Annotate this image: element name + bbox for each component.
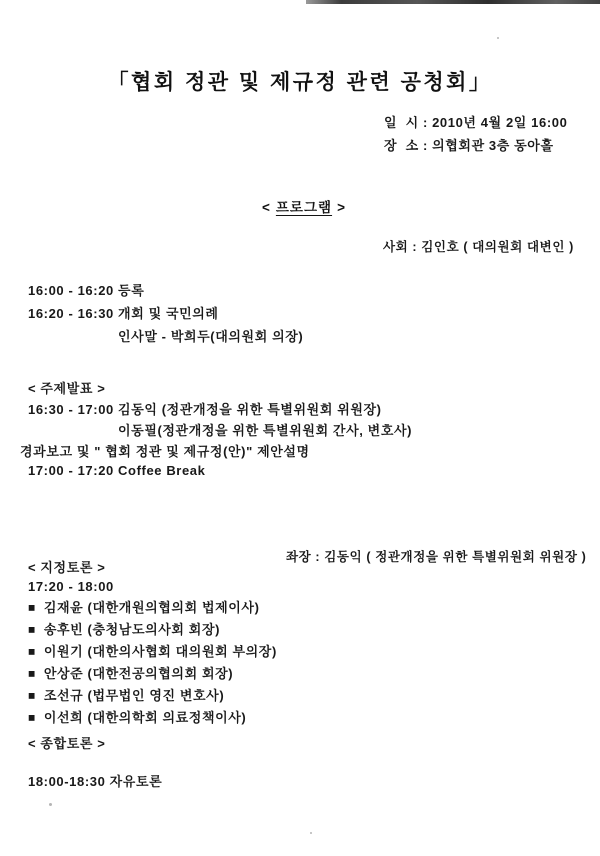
event-venue: 장 소 : 의협회관 3층 동아홀 (384, 138, 554, 153)
discussant-name: 이원기 (대한의사협회 대의원회 부의장) (43, 644, 277, 659)
panel-time: 17:20 - 18:00 (28, 579, 114, 594)
discussant-item (28, 663, 233, 682)
discussant-name: 조선규 (법무법인 영진 변호사) (43, 688, 225, 703)
discussant-item (28, 619, 220, 638)
schedule-opening-ceremony: 16:20 - 16:30 개회 및 국민의례 (28, 306, 219, 321)
moderator-line: 사회 : 김인호 ( 대의원회 대변인 ) (383, 240, 574, 254)
square-bullet-icon: ■ (28, 710, 36, 725)
schedule-greeting: 인사말 - 박희두(대의원회 의장) (118, 329, 304, 344)
keynote-speaker-2: 이동필(정관개정을 위한 특별위원회 간사, 변호사) (118, 423, 413, 438)
square-bullet-icon: ■ (28, 688, 36, 703)
program-header-label: 프로그램 (275, 200, 333, 215)
scan-speck (310, 832, 312, 834)
section-header-program (257, 196, 351, 216)
event-datetime: 일 시 : 2010년 4월 2일 16:00 (384, 115, 568, 130)
section-header-general-discussion: < 종합토론 > (28, 736, 106, 751)
document-title: 「협회 정관 및 제규정 관련 공청회」 (107, 71, 493, 94)
section-header-keynote: < 주제발표 > (28, 381, 106, 396)
discussant-item (28, 597, 260, 616)
square-bullet-icon: ■ (28, 644, 36, 659)
schedule-registration: 16:00 - 16:20 등록 (28, 283, 145, 298)
keynote-topic: 경과보고 및 " 협회 정관 및 제규정(안)" 제안설명 (20, 444, 310, 459)
bracket-close: > (337, 200, 346, 215)
keynote-speaker-1: 16:30 - 17:00 김동익 (정관개정을 위한 특별위원회 위원장) (28, 402, 382, 417)
discussant-item (28, 685, 224, 704)
discussant-name: 송후빈 (충청남도의사회 회장) (43, 622, 221, 637)
discussant-item (28, 641, 277, 660)
scan-speck (49, 803, 52, 806)
scan-edge-artifact (306, 0, 600, 4)
square-bullet-icon: ■ (28, 622, 36, 637)
discussant-name: 이선희 (대한의학회 의료정책이사) (43, 710, 247, 725)
square-bullet-icon: ■ (28, 666, 36, 681)
scan-speck (497, 37, 499, 39)
section-header-panel: < 지정토론 > (28, 560, 106, 575)
discussant-item (28, 707, 246, 726)
bracket-open: < (262, 200, 271, 215)
free-discussion-line: 18:00-18:30 자유토론 (28, 774, 163, 789)
panel-chair-line: 좌장 : 김동익 ( 정관개정을 위한 특별위원회 위원장 ) (286, 550, 587, 564)
schedule-coffee-break: 17:00 - 17:20 Coffee Break (28, 463, 206, 478)
square-bullet-icon: ■ (28, 600, 36, 615)
discussant-name: 안상준 (대한전공의협의회 회장) (43, 666, 234, 681)
discussant-name: 김재윤 (대한개원의협의회 법제이사) (43, 600, 260, 615)
